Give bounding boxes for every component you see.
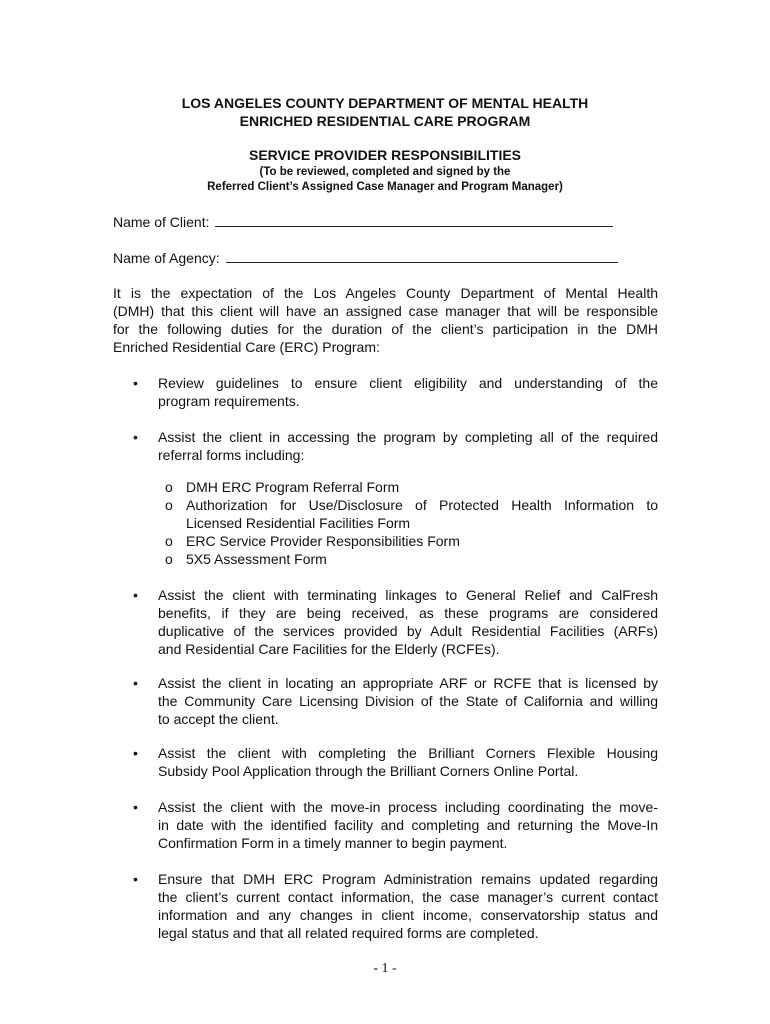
bullet-line: legal status and that all related required forms are completed.	[158, 925, 539, 941]
intro-line: (DMH) that this client will have an assigned case manager that will be responsible	[113, 303, 658, 319]
bullet-icon: •	[133, 745, 138, 761]
bullet-line: and Residential Care Facilities for the Elderly (RCFEs).	[158, 641, 500, 657]
circle-bullet-icon: o	[165, 533, 173, 549]
department-heading	[0, 94, 770, 130]
bullet-line: benefits, if they are being received, as these programs are considered	[158, 605, 658, 621]
bullet-line: Assist the client in accessing the program by completing all of the required	[158, 429, 658, 445]
bullet-line: Assist the client with the move-in process including coordinating the move-	[158, 799, 658, 815]
bullet-icon: •	[133, 587, 138, 603]
bullet-line: referral forms including:	[158, 447, 305, 463]
form-name: ERC Service Provider Responsibilities Form	[186, 533, 460, 549]
bullet-text	[158, 586, 658, 658]
circle-bullet-icon: o	[165, 479, 173, 495]
agency-name-field	[113, 248, 618, 267]
bullet-text	[158, 744, 658, 780]
intro-paragraph	[113, 284, 658, 356]
bullet-line: in date with the identified facility and completing and returning the Move-In	[158, 817, 658, 833]
form-name: 5X5 Assessment Form	[186, 551, 327, 567]
intro-line: for the following duties for the duration of the client’s participation in the DMH	[113, 321, 658, 337]
agency-name-label: Name of Agency:	[113, 250, 220, 266]
bullet-line: Confirmation Form in a timely manner to begin payment.	[158, 835, 508, 851]
bullet-line: duplicative of the services provided by Adult Residential Facilities (ARFs)	[158, 623, 658, 639]
page-number: - 1 -	[373, 961, 397, 976]
heading-line-2: ENRICHED RESIDENTIAL CARE PROGRAM	[239, 113, 531, 129]
bullet-line: program requirements.	[158, 393, 300, 409]
circle-bullet-icon: o	[165, 551, 173, 567]
bullet-line: Assist the client with terminating linkages to General Relief and CalFresh	[158, 587, 658, 603]
bullet-text	[158, 674, 658, 728]
client-name-field	[113, 212, 613, 231]
subtitle-line-2: Referred Client’s Assigned Case Manager and Program Manager)	[207, 181, 563, 193]
form-name-line: Authorization for Use/Disclosure of Protected Health Information to	[186, 497, 658, 513]
bullet-icon: •	[133, 799, 138, 815]
bullet-icon: •	[133, 675, 138, 691]
intro-line: It is the expectation of the Los Angeles County Department of Mental Health	[113, 285, 658, 301]
bullet-line: the client’s current contact information, the case manager’s current contact	[158, 889, 658, 905]
client-name-line[interactable]	[215, 212, 613, 227]
subtitle-line-1: (To be reviewed, completed and signed by the	[259, 166, 511, 178]
client-name-label: Name of Client:	[113, 214, 210, 230]
bullet-text	[158, 374, 658, 410]
bullet-line: the Community Care Licensing Division of the State of California and willing	[158, 693, 658, 709]
bullet-line: Review guidelines to ensure client eligibility and understanding of the	[158, 375, 658, 391]
bullet-text	[158, 798, 658, 852]
bullet-line: Ensure that DMH ERC Program Administration remains updated regarding	[158, 871, 658, 887]
bullet-icon: •	[133, 871, 138, 887]
bullet-text	[158, 870, 658, 942]
form-name	[186, 496, 658, 532]
bullet-icon: •	[133, 429, 138, 445]
circle-bullet-icon: o	[165, 497, 173, 513]
form-name: DMH ERC Program Referral Form	[186, 479, 400, 495]
bullet-line: Subsidy Pool Application through the Brilliant Corners Online Portal.	[158, 763, 579, 779]
agency-name-line[interactable]	[226, 248, 618, 263]
bullet-icon: •	[133, 375, 138, 391]
bullet-line: Assist the client in locating an appropriate ARF or RCFE that is licensed by	[158, 675, 658, 691]
heading-line-1: LOS ANGELES COUNTY DEPARTMENT OF MENTAL HEALTH	[181, 95, 589, 111]
bullet-line: information and any changes in client income, conservatorship status and	[158, 907, 658, 923]
document-subtitle	[0, 165, 770, 195]
bullet-line: to accept the client.	[158, 711, 279, 727]
document-title: SERVICE PROVIDER RESPONSIBILITIES	[248, 147, 522, 163]
bullet-line: Assist the client with completing the Brilliant Corners Flexible Housing	[158, 745, 658, 761]
form-name-line: Licensed Residential Facilities Form	[186, 515, 411, 531]
bullet-text	[158, 428, 658, 464]
intro-line: Enriched Residential Care (ERC) Program:	[113, 339, 380, 355]
